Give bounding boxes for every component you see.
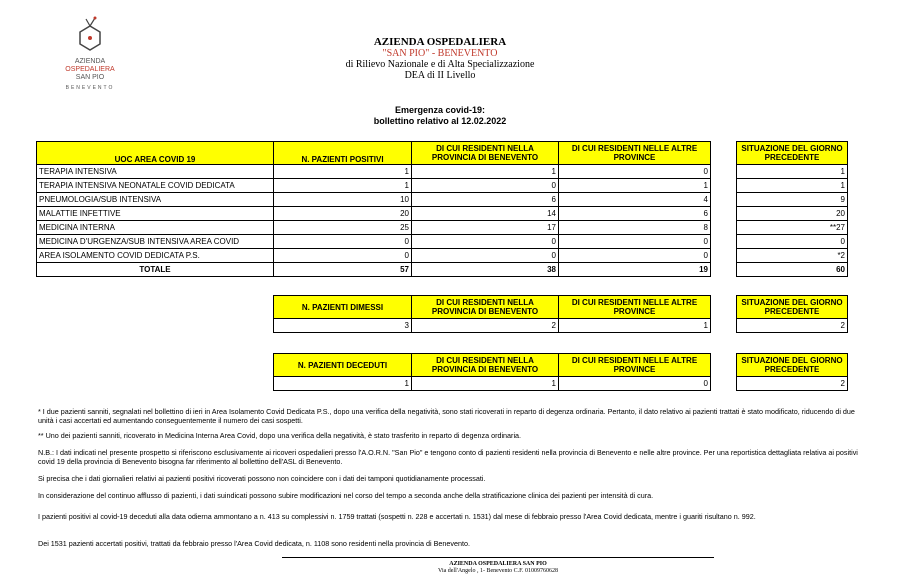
row-bn: 0	[412, 249, 559, 263]
note-4: Si precisa che i dati giornalieri relativi ai pazienti positivi ricoverati possono non coincidere con i dati dei tamponi quotidianamente processati.	[38, 474, 486, 483]
deceduti-precedente: 2	[737, 377, 848, 391]
logo-mark-icon	[70, 16, 110, 56]
row-precedente: **27	[737, 221, 848, 235]
logo-line-1: AZIENDA	[74, 58, 106, 65]
hospital-qualification: di Rilievo Nazionale e di Alta Specializzazione	[345, 59, 535, 70]
header-dimessi: N. PAZIENTI DIMESSI	[274, 296, 412, 319]
row-positivi: 10	[274, 193, 412, 207]
header-precedente: SITUAZIONE DEL GIORNO PRECEDENTE	[737, 296, 848, 319]
row-precedente: *2	[737, 249, 848, 263]
deceduti-total: 1	[274, 377, 412, 391]
row-positivi: 0	[274, 249, 412, 263]
row-altre: 0	[559, 249, 711, 263]
row-precedente: 20	[737, 207, 848, 221]
deceduti-table	[273, 353, 848, 391]
header-deceduti: N. PAZIENTI DECEDUTI	[274, 354, 412, 377]
deceduti-bn: 1	[412, 377, 559, 391]
row-positivi: 25	[274, 221, 412, 235]
footer-divider	[282, 557, 714, 558]
row-altre: 6	[559, 207, 711, 221]
total-positivi: 57	[274, 263, 412, 277]
row-precedente: 1	[737, 179, 848, 193]
row-name: MEDICINA D'URGENZA/SUB INTENSIVA AREA COVID	[37, 235, 274, 249]
row-name: TERAPIA INTENSIVA	[37, 165, 274, 179]
row-name: TERAPIA INTENSIVA NEONATALE COVID DEDICATA	[37, 179, 274, 193]
header-residenti-bn: DI CUI RESIDENTI NELLA PROVINCIA DI BENEVENTO	[412, 354, 559, 377]
total-label: TOTALE	[37, 263, 274, 277]
deceduti-altre: 0	[559, 377, 711, 391]
dimessi-precedente: 2	[737, 319, 848, 333]
note-2: ** Uno dei pazienti sanniti, ricoverato in Medicina Interna Area Covid, dopo una verifica della negatività, è stato trasferito in reparto di degenza ordinaria.	[38, 431, 522, 440]
logo-line-3: SAN PIO	[75, 74, 105, 81]
header-uoc: UOC AREA COVID 19	[37, 142, 274, 165]
table-row	[274, 319, 848, 333]
table-row	[37, 249, 848, 263]
row-altre: 4	[559, 193, 711, 207]
table-row	[37, 235, 848, 249]
header-residenti-bn: DI CUI RESIDENTI NELLA PROVINCIA DI BENEVENTO	[412, 142, 559, 165]
row-bn: 6	[412, 193, 559, 207]
note-1: * I due pazienti sanniti, segnalati nel bollettino di ieri in Area Isolamento Covid Dedicata P.S., dopo una verifica della negatività, sono stati ricoverati in reparto di degenza ordinaria. Pertanto, il dato relativo ai pazienti trattati è stato modificato, riducendo di due unità i casi accertati ed aumentando conseguentemente il numero dei casi sospetti.	[38, 407, 855, 425]
report-date: bollettino relativo al 12.02.2022	[373, 116, 507, 126]
dimessi-bn: 2	[412, 319, 559, 333]
row-bn: 0	[412, 179, 559, 193]
logo-line-4: BENEVENTO	[65, 85, 115, 91]
note-3: N.B.: I dati indicati nel presente prospetto si riferiscono esclusivamente ai ricoveri ospedalieri presso l'A.O.R.N. "San Pio" e tengono conto di pazienti residenti nella provincia di Benevento e nelle altre province. Per una reportistica dettagliata relativa ai positivi covid 19 della provincia di Benevento bisogna far riferimento al bollettino dell'ASL di Benevento.	[38, 448, 858, 466]
table-row	[37, 207, 848, 221]
total-precedente: 60	[737, 263, 848, 277]
positivi-table	[36, 141, 848, 277]
hospital-subtitle: "SAN PIO" - BENEVENTO	[382, 48, 498, 59]
total-row	[37, 263, 848, 277]
footer	[282, 561, 714, 575]
dimessi-table	[273, 295, 848, 333]
row-altre: 8	[559, 221, 711, 235]
table-row	[37, 165, 848, 179]
row-bn: 1	[412, 165, 559, 179]
row-bn: 14	[412, 207, 559, 221]
footer-name: AZIENDA OSPEDALIERA SAN PIO	[449, 561, 547, 567]
header-precedente: SITUAZIONE DEL GIORNO PRECEDENTE	[737, 142, 848, 165]
row-positivi: 0	[274, 235, 412, 249]
row-altre: 0	[559, 235, 711, 249]
row-name: MALATTIE INFETTIVE	[37, 207, 274, 221]
table-row	[37, 193, 848, 207]
note-7: Dei 1531 pazienti accertati positivi, trattati da febbraio presso l'Area Covid dedicata, n. 1108 sono residenti nella provincia di Benevento.	[38, 539, 470, 548]
row-bn: 0	[412, 235, 559, 249]
table-row	[37, 221, 848, 235]
header-positivi: N. PAZIENTI POSITIVI	[274, 142, 412, 165]
row-name: PNEUMOLOGIA/SUB INTENSIVA	[37, 193, 274, 207]
header-residenti-altre: DI CUI RESIDENTI NELLE ALTRE PROVINCE	[559, 296, 711, 319]
note-5: In considerazione del continuo afflusso di pazienti, i dati suindicati possono subire modificazioni nel corso del tempo a seconda anche della stratificazione clinica dei pazienti per intensità di cura.	[38, 491, 654, 500]
row-name: AREA ISOLAMENTO COVID DEDICATA P.S.	[37, 249, 274, 263]
row-positivi: 1	[274, 179, 412, 193]
row-precedente: 9	[737, 193, 848, 207]
total-bn: 38	[412, 263, 559, 277]
row-altre: 0	[559, 165, 711, 179]
row-positivi: 1	[274, 165, 412, 179]
row-precedente: 0	[737, 235, 848, 249]
logo-line-2: OSPEDALIERA	[65, 66, 115, 73]
hospital-logo	[54, 16, 126, 100]
report-heading	[290, 105, 590, 127]
header-residenti-altre: DI CUI RESIDENTI NELLE ALTRE PROVINCE	[559, 354, 711, 377]
header-residenti-altre: DI CUI RESIDENTI NELLE ALTRE PROVINCE	[559, 142, 711, 165]
hospital-title: AZIENDA OSPEDALIERA	[373, 36, 507, 48]
dimessi-total: 3	[274, 319, 412, 333]
row-bn: 17	[412, 221, 559, 235]
footer-address: Via dell'Angelo , 1- Benevento C.F. 01009760628	[437, 568, 559, 574]
table-row	[37, 179, 848, 193]
table-row	[274, 377, 848, 391]
total-altre: 19	[559, 263, 711, 277]
header-precedente: SITUAZIONE DEL GIORNO PRECEDENTE	[737, 354, 848, 377]
row-name: MEDICINA INTERNA	[37, 221, 274, 235]
note-6: I pazienti positivi al covid-19 deceduti alla data odierna ammontano a n. 413 su complessivi n. 1759 trattati (sospetti n. 228 e accertati n. 1531) dal mese di febbraio presso l'Area Covid dedicata, mentre i guariti risultano n. 992.	[38, 512, 756, 521]
dimessi-altre: 1	[559, 319, 711, 333]
hospital-level: DEA di II Livello	[404, 70, 476, 81]
row-altre: 1	[559, 179, 711, 193]
header-residenti-bn: DI CUI RESIDENTI NELLA PROVINCIA DI BENEVENTO	[412, 296, 559, 319]
letterhead	[290, 37, 590, 81]
row-positivi: 20	[274, 207, 412, 221]
row-precedente: 1	[737, 165, 848, 179]
report-title: Emergenza covid-19:	[394, 105, 486, 115]
